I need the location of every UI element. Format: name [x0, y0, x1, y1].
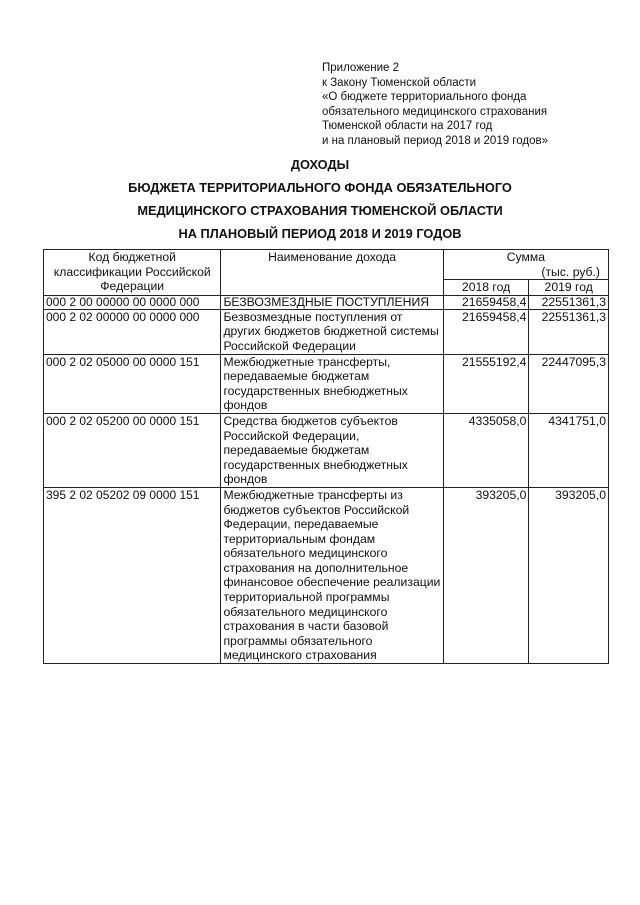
appendix-note: [322, 61, 622, 149]
table-row: [44, 413, 609, 487]
row-sum-2018: 21659458,4: [443, 295, 529, 309]
header-sum-label: Сумма: [506, 250, 546, 264]
row-sum-2018: 393205,0: [443, 487, 529, 663]
row-sum-2019: 22447095,3: [529, 354, 609, 413]
row-sum-2019: 393205,0: [529, 487, 609, 663]
row-code: 395 2 02 05202 09 0000 151: [44, 487, 221, 663]
row-name: Межбюджетные трансферты, передаваемые бюджетам государственных внебюджетных фондов: [221, 354, 443, 413]
row-sum-2018: 4335058,0: [443, 413, 529, 487]
row-name: Безвозмездные поступления от других бюджетов бюджетной системы Российской Федерации: [221, 309, 443, 354]
row-name: БЕЗВОЗМЕЗДНЫЕ ПОСТУПЛЕНИЯ: [221, 295, 443, 309]
row-sum-2019: 4341751,0: [529, 413, 609, 487]
row-code: 000 2 02 00000 00 0000 000: [44, 309, 221, 354]
header-code: Код бюджетной классификации Российской Федерации: [44, 250, 221, 296]
row-code: 000 2 02 05200 00 0000 151: [44, 413, 221, 487]
row-code: 000 2 00 00000 00 0000 000: [44, 295, 221, 309]
appendix-line: Тюменской области на 2017 год: [322, 120, 493, 133]
row-code: 000 2 02 05000 00 0000 151: [44, 354, 221, 413]
header-sum: [443, 250, 608, 280]
title-line-2: БЮДЖЕТА ТЕРРИТОРИАЛЬНОГО ФОНДА ОБЯЗАТЕЛЬНОГО: [128, 180, 512, 195]
appendix-line: к Закону Тюменской области: [322, 76, 477, 89]
row-name: Средства бюджетов субъектов Российской Федерации, передаваемые бюджетам государственных внебюджетных фондов: [221, 413, 443, 487]
table-row: [44, 487, 609, 663]
table-row: [44, 295, 609, 309]
row-sum-2019: 22551361,3: [529, 295, 609, 309]
title-line-3: МЕДИЦИНСКОГО СТРАХОВАНИЯ ТЮМЕНСКОЙ ОБЛАСТИ: [137, 203, 503, 218]
header-unit: (тыс. руб.): [541, 264, 600, 279]
appendix-line: «О бюджете территориального фонда: [322, 91, 527, 104]
header-year-2018: 2018 год: [443, 280, 529, 296]
header-name: Наименование дохода: [221, 250, 443, 296]
row-sum-2018: 21659458,4: [443, 309, 529, 354]
appendix-line: обязательного медицинского страхования: [322, 105, 548, 118]
table-row: [44, 354, 609, 413]
appendix-line: Приложение 2: [322, 62, 400, 74]
row-name: Межбюджетные трансферты из бюджетов субъектов Российской Федерации, передаваемые территориальным фондам обязательного медицинского страхования на дополнительное финансовое обеспечение реализации территориальной программы обязательного медицинского страхования в части базовой программы обязательного медицинского страхования: [221, 487, 443, 663]
header-year-2019: 2019 год: [529, 280, 609, 296]
title-line-4: НА ПЛАНОВЫЙ ПЕРИОД 2018 И 2019 ГОДОВ: [178, 226, 462, 241]
appendix-line: и на плановый период 2018 и 2019 годов»: [322, 134, 548, 147]
row-sum-2018: 21555192,4: [443, 354, 529, 413]
title-line-1: ДОХОДЫ: [290, 157, 350, 172]
table-row: [44, 309, 609, 354]
row-sum-2019: 22551361,3: [529, 309, 609, 354]
income-table: [43, 249, 609, 664]
